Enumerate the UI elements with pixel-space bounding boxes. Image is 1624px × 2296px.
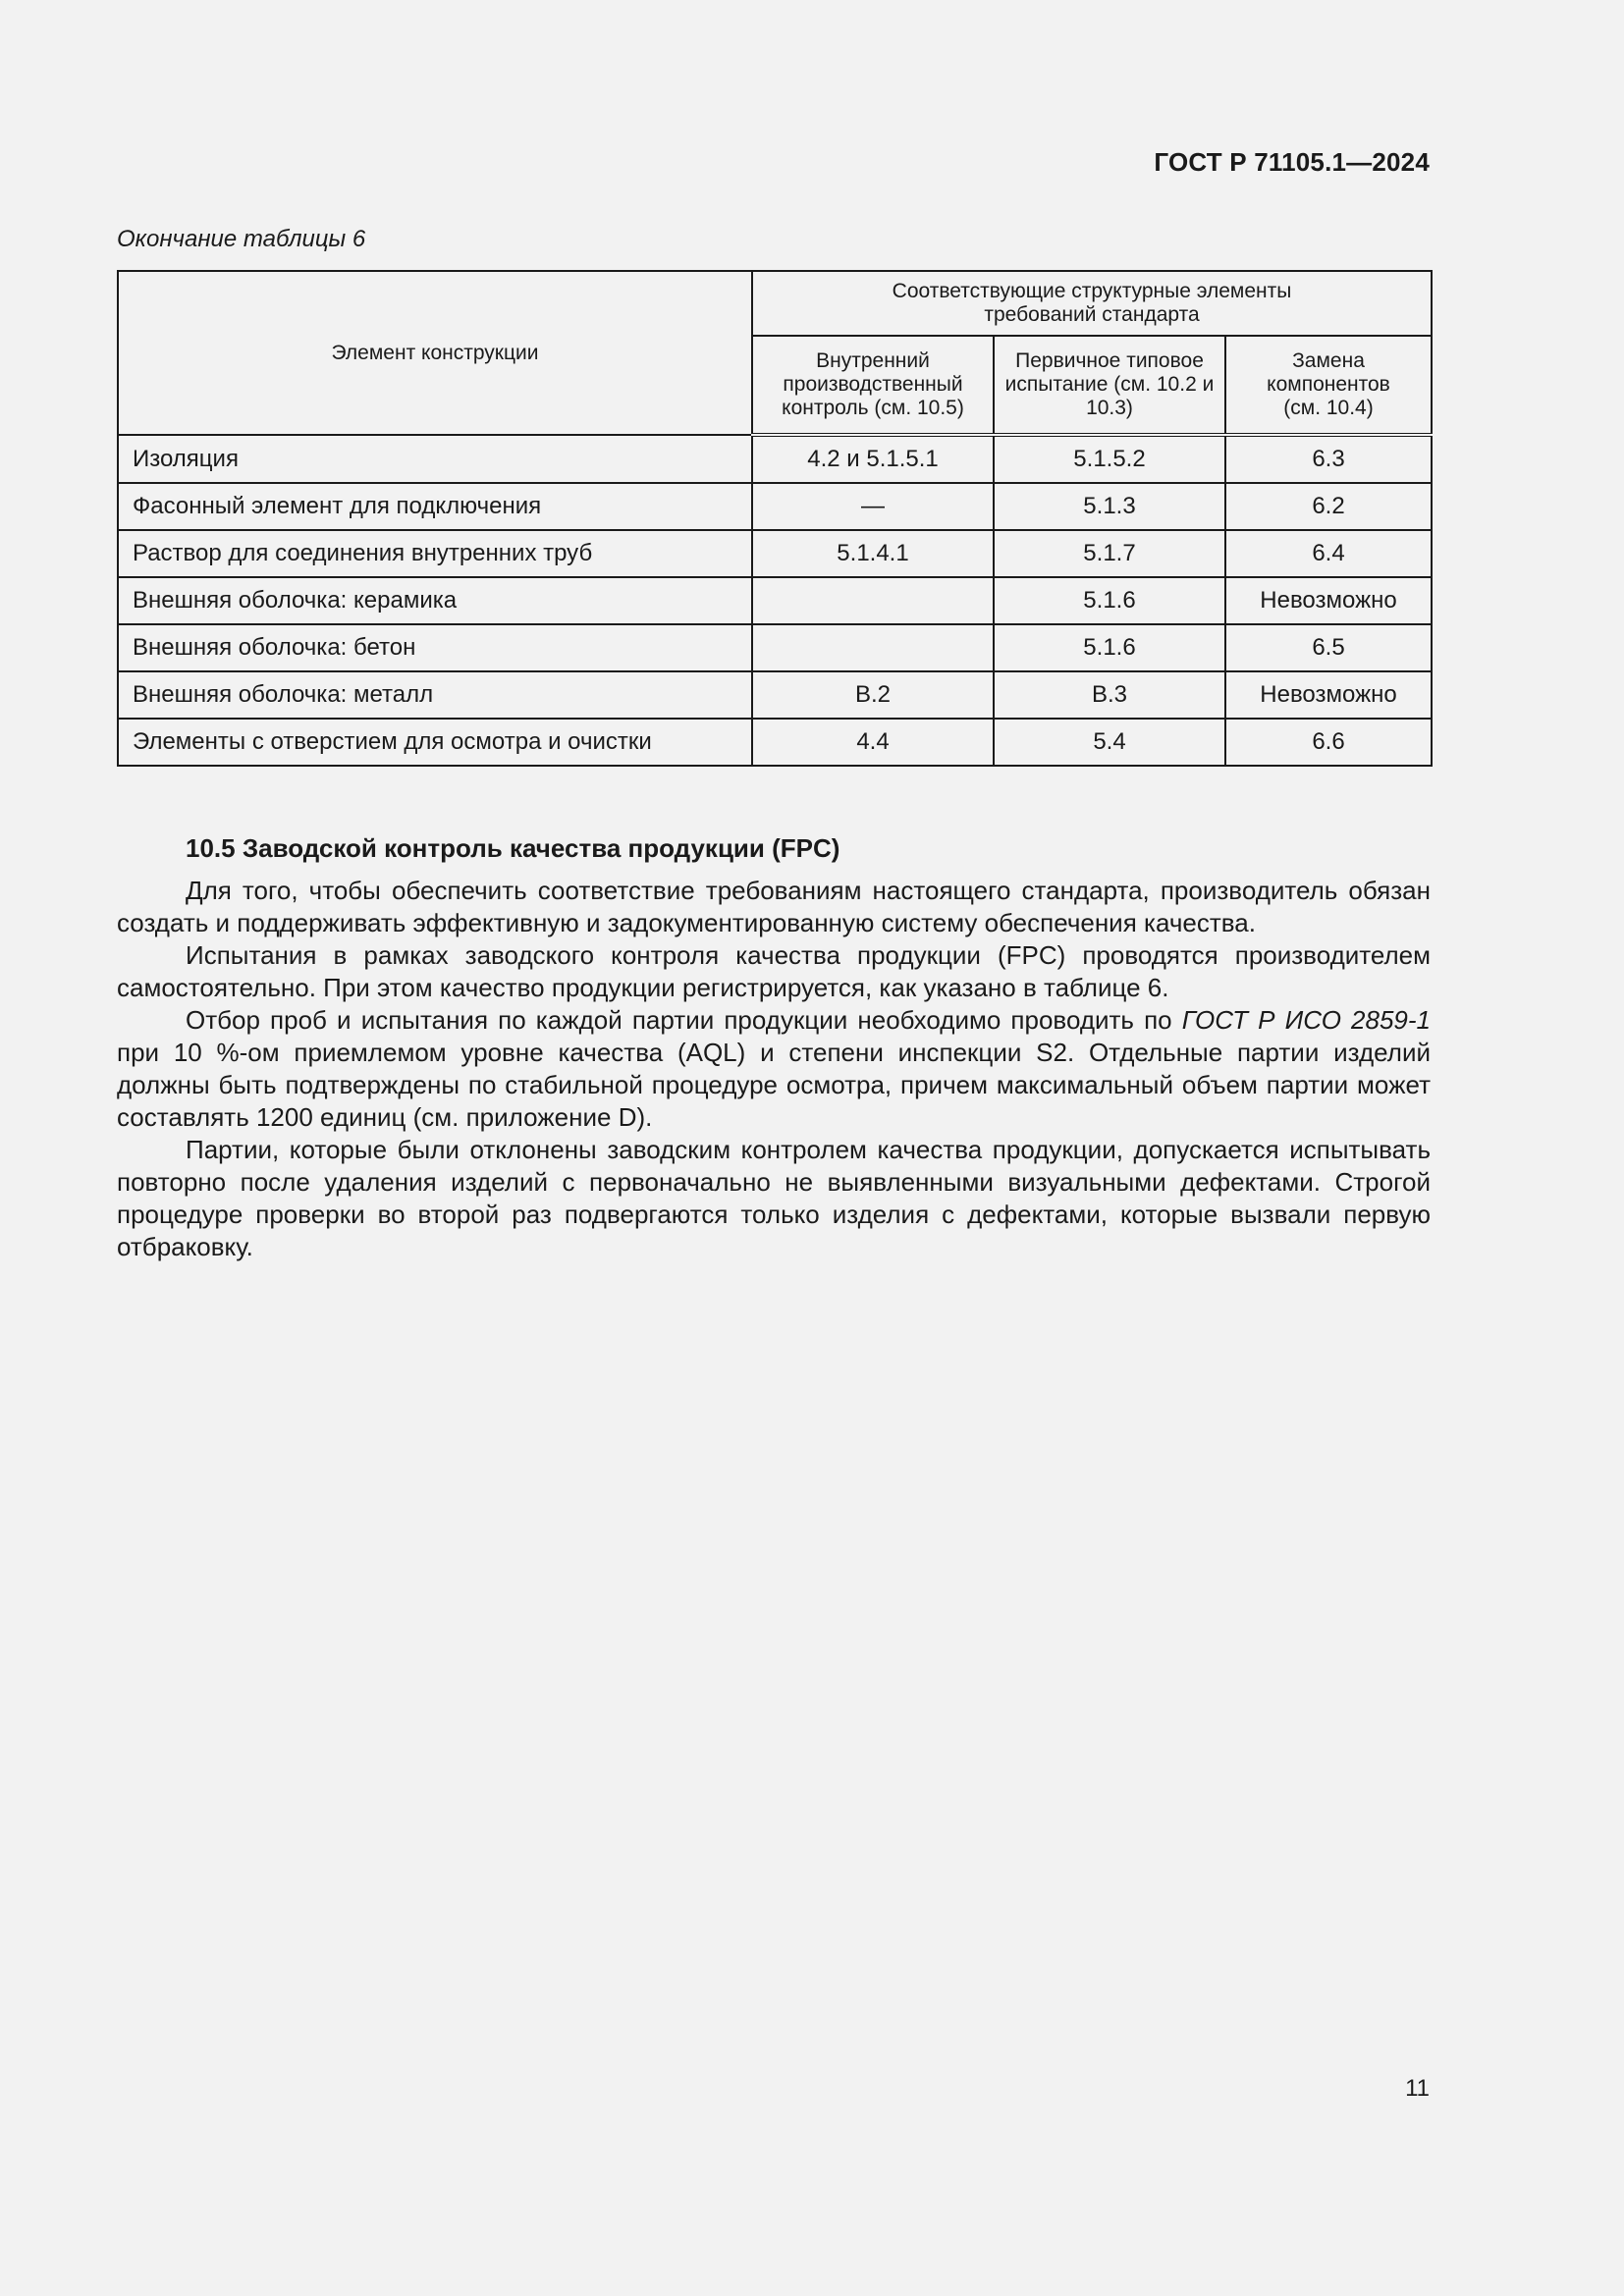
paragraph: Для того, чтобы обеспечить соответствие требованиям настоящего стандарта, производитель обязан создать и поддерживать эффективную и задокументированную систему обеспечения качества. [117, 876, 1431, 937]
cell-internal: B.2 [752, 671, 994, 719]
header-internal-control: Внутренний производственный контроль (см. 10.5) [752, 336, 994, 435]
cell-type-test: 5.1.6 [994, 577, 1225, 624]
paragraph-text: Отбор проб и испытания по каждой партии продукции необходимо проводить по [186, 1005, 1182, 1035]
cell-replacement: 6.6 [1225, 719, 1432, 766]
cell-internal: 4.4 [752, 719, 994, 766]
document-code: ГОСТ Р 71105.1—2024 [1154, 147, 1430, 177]
cell-replacement: 6.2 [1225, 483, 1432, 530]
cell-internal: — [752, 483, 994, 530]
cell-replacement: Невозможно [1225, 671, 1432, 719]
cell-replacement: 6.3 [1225, 435, 1432, 483]
paragraph: Партии, которые были отклонены заводским контролем качества продукции, допускается испытывать повторно после удаления изделий с первоначально не выявленными визуальными дефектами. Строгой процедуре проверки во второй раз подвергаются только изделия с дефектами, которые вызвали первую отбраковку. [117, 1135, 1431, 1261]
section-10-5 [117, 832, 1431, 1263]
header-group: Соответствующие структурные элементы требований стандарта [752, 271, 1432, 336]
cell-type-test: 5.4 [994, 719, 1225, 766]
paragraph: Испытания в рамках заводского контроля качества продукции (FPC) проводятся производителем самостоятельно. При этом качество продукции регистрируется, как указано в таблице 6. [117, 940, 1431, 1002]
table-row [118, 624, 1432, 671]
header-replacement: Замена компонентов (см. 10.4) [1225, 336, 1432, 435]
cell-type-test: 5.1.7 [994, 530, 1225, 577]
standard-reference: ГОСТ Р ИСО 2859-1 [1181, 1005, 1431, 1035]
cell-type-test: 5.1.5.2 [994, 435, 1225, 483]
cell-replacement: Невозможно [1225, 577, 1432, 624]
table-row [118, 671, 1432, 719]
cell-replacement: 6.5 [1225, 624, 1432, 671]
header-type-test: Первичное типовое испытание (см. 10.2 и 10.3) [994, 336, 1225, 435]
cell-type-test: 5.1.6 [994, 624, 1225, 671]
cell-element: Фасонный элемент для подключения [118, 483, 752, 530]
table-row [118, 719, 1432, 766]
table-row [118, 577, 1432, 624]
paragraph [117, 1004, 1431, 1134]
cell-element: Элементы с отверстием для осмотра и очистки [118, 719, 752, 766]
page-number: 11 [1405, 2075, 1430, 2102]
cell-internal [752, 624, 994, 671]
table-caption: Окончание таблицы 6 [117, 226, 366, 252]
cell-internal [752, 577, 994, 624]
cell-type-test: 5.1.3 [994, 483, 1225, 530]
cell-replacement: 6.4 [1225, 530, 1432, 577]
cell-element: Внешняя оболочка: металл [118, 671, 752, 719]
cell-element: Внешняя оболочка: керамика [118, 577, 752, 624]
requirements-table [117, 270, 1433, 767]
cell-element: Изоляция [118, 435, 752, 483]
table-row [118, 483, 1432, 530]
header-element: Элемент конструкции [118, 271, 752, 435]
cell-element: Внешняя оболочка: бетон [118, 624, 752, 671]
cell-element: Раствор для соединения внутренних труб [118, 530, 752, 577]
table-row [118, 435, 1432, 483]
section-heading: 10.5 Заводской контроль качества продукции (FPC) [186, 833, 840, 863]
cell-type-test: B.3 [994, 671, 1225, 719]
paragraph-text: при 10 %-ом приемлемом уровне качества (AQL) и степени инспекции S2. Отдельные партии изделий должны быть подтверждены по стабильной процедуре осмотра, причем максимальный объем партии может составлять 1200 единиц (см. приложение D). [117, 1038, 1431, 1132]
cell-internal: 4.2 и 5.1.5.1 [752, 435, 994, 483]
cell-internal: 5.1.4.1 [752, 530, 994, 577]
table-row [118, 530, 1432, 577]
